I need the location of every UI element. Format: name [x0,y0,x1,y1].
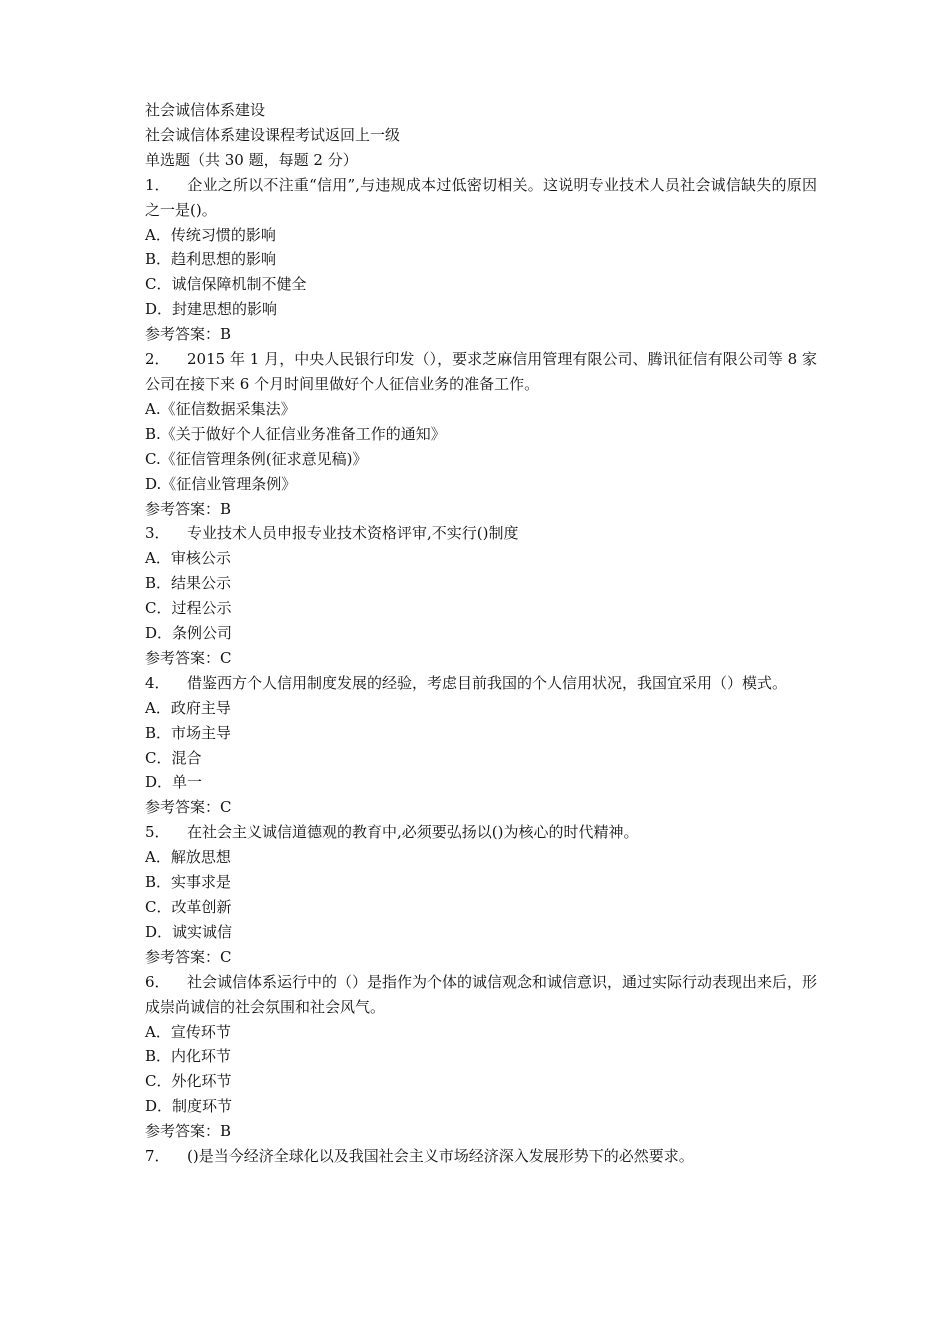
option-a: A．政府主导 [145,698,231,717]
option-d: D．制度环节 [145,1097,233,1116]
option-c: C．诚信保障机制不健全 [145,275,307,294]
option-a: A．解放思想 [145,848,231,867]
question-text: 2015 年 1 月，中央人民银行印发（），要求芝麻信用管理有限公司、腾讯征信有限公司等 8 家公司在接下来 6 个月时间里做好个人征信业务的准备工作。 [145,350,817,393]
question [145,1144,817,1169]
question-text: ()是当今经济全球化以及我国社会主义市场经济深入发展形势下的必然要求。 [187,1147,694,1166]
question-number: 7． [145,1147,170,1166]
answer-key: 参考答案：B [145,499,232,518]
question [145,173,817,347]
question-number: 4． [145,673,170,692]
question-text: 企业之所以不注重“信用”,与违规成本过低密切相关。这说明专业技术人员社会诚信缺失的原因之一是()。 [145,175,817,219]
answer-key: 参考答案：B [145,1122,232,1141]
question-stem [145,671,817,696]
option-a: A．传统习惯的影响 [145,225,276,244]
option-b: B.《关于做好个人征信业务准备工作的通知》 [145,424,446,443]
course-exam-link[interactable]: 社会诚信体系建设课程考试返回上一级 [145,125,401,144]
section-heading: 单选题（共 30 题，每题 2 分） [145,150,358,169]
question-stem [145,820,817,845]
option-b: B．市场主导 [145,723,232,742]
option-a: A．宣传环节 [145,1022,231,1041]
question-number: 1． [145,175,170,194]
question-stem [145,1144,817,1169]
option-a: A．审核公示 [145,549,231,568]
option-d: D．条例公司 [145,624,233,643]
question-stem [145,521,817,546]
question [145,521,817,670]
question-stem [145,970,817,1020]
option-d: D．单一 [145,773,203,792]
option-d: D．诚实诚信 [145,922,233,941]
option-b: B．内化环节 [145,1047,232,1066]
option-b: B．结果公示 [145,574,232,593]
question [145,347,817,521]
question-text: 借鉴西方个人信用制度发展的经验，考虑目前我国的个人信用状况，我国宜采用（）模式。 [187,673,788,692]
option-d: D．封建思想的影响 [145,300,278,319]
question [145,671,817,820]
answer-key: 参考答案：C [145,798,232,817]
answer-key: 参考答案：B [145,325,232,344]
answer-key: 参考答案：C [145,947,232,966]
option-c: C．外化环节 [145,1072,232,1091]
doc-title: 社会诚信体系建设 [145,101,266,119]
question [145,820,817,969]
question-number: 6． [145,972,170,991]
question-stem [145,173,817,223]
option-c: C．改革创新 [145,898,232,916]
question-text: 专业技术人员申报专业技术资格评审,不实行()制度 [187,524,519,543]
option-d: D.《征信业管理条例》 [145,474,297,493]
option-c: C．过程公示 [145,599,232,618]
question-stem [145,347,817,397]
question-number: 5． [145,823,170,842]
question [145,970,817,1144]
option-a: A.《征信数据采集法》 [145,399,296,418]
question-text: 社会诚信体系运行中的（）是指作为个体的诚信观念和诚信意识，通过实际行动表现出来后，形成崇尚诚信的社会氛围和社会风气。 [145,972,818,1016]
question-number: 3． [145,524,170,543]
document-page [145,98,817,1169]
question-number: 2． [145,350,170,369]
option-c: C．混合 [145,748,202,767]
option-c: C.《征信管理条例(征求意见稿)》 [145,449,368,468]
answer-key: 参考答案：C [145,648,232,667]
option-b: B．实事求是 [145,873,232,892]
question-text: 在社会主义诚信道德观的教育中,必须要弘扬以()为核心的时代精神。 [187,823,639,842]
option-b: B．趋利思想的影响 [145,250,277,269]
